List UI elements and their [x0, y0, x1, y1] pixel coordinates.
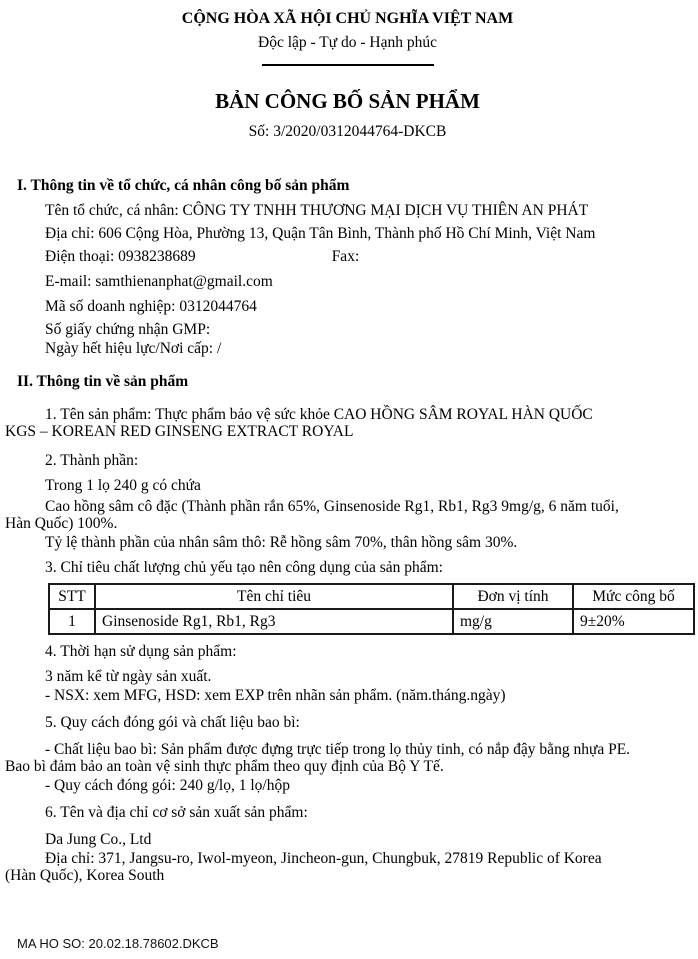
- gmp-cert-line: Số giấy chứng nhận GMP:: [45, 321, 211, 338]
- table-header-row: [49, 584, 694, 609]
- manufacturer-name: Da Jung Co., Ltd: [45, 831, 152, 848]
- table-header-stt: STT: [49, 584, 95, 609]
- ingredients-line1: Trong 1 lọ 240 g có chứa: [45, 477, 201, 494]
- table-header-name: Tên chỉ tiêu: [95, 584, 453, 609]
- expiry-place-line: Ngày hết hiệu lực/Nơi cấp: /: [45, 340, 222, 357]
- national-title: CỘNG HÒA XÃ HỘI CHỦ NGHĨA VIỆT NAM: [181, 10, 514, 27]
- section1-heading: I. Thông tin về tổ chức, cá nhân công bố sản phẩm: [17, 177, 350, 194]
- national-motto: Độc lập - Tự do - Hạnh phúc: [258, 34, 437, 51]
- quality-heading: 3. Chỉ tiêu chất lượng chủ yếu tạo nên công dụng của sản phẩm:: [45, 559, 443, 576]
- shelf-life-line2: - NSX: xem MFG, HSD: xem EXP trên nhãn sản phẩm. (năm.tháng.ngày): [45, 687, 506, 704]
- section2-heading: II. Thông tin về sản phẩm: [17, 373, 189, 390]
- ingredients-heading: 2. Thành phần:: [45, 452, 139, 469]
- table-header-level: Mức công bố: [573, 584, 694, 609]
- product-name-line2: KGS – KOREAN RED GINSENG EXTRACT ROYAL: [5, 423, 354, 440]
- packaging-heading: 5. Quy cách đóng gói và chất liệu bao bì:: [45, 714, 300, 731]
- file-code: MA HO SO: 20.02.18.78602.DKCB: [17, 936, 219, 951]
- packaging-line2: - Quy cách đóng gói: 240 g/lọ, 1 lọ/hộp: [45, 777, 290, 794]
- org-name-line: Tên tổ chức, cá nhân: CÔNG TY TNHH THƯƠNG MẠI DỊCH VỤ THIÊN AN PHÁT: [45, 202, 589, 219]
- table-cell-unit: mg/g: [453, 609, 573, 634]
- table-header-unit: Đơn vị tính: [453, 584, 573, 609]
- manufacturer-addr-line2: (Hàn Quốc), Korea South: [5, 867, 165, 884]
- ingredients-line2a: Cao hồng sâm cô đặc (Thành phần rắn 65%, Ginsenoside Rg1, Rb1, Rg3 9mg/g, 6 năm tuổi,: [45, 498, 619, 515]
- table-cell-level: 9±20%: [573, 609, 694, 634]
- table-row: [49, 609, 694, 634]
- header-divider-line: [262, 64, 434, 66]
- packaging-line1a: - Chất liệu bao bì: Sản phẩm được đựng trực tiếp trong lọ thủy tinh, có nắp đậy bằng nhựa PE.: [45, 741, 631, 758]
- document-number: Số: 3/2020/0312044764-DKCB: [248, 123, 447, 140]
- business-code-line: Mã số doanh nghiệp: 0312044764: [45, 298, 257, 315]
- ingredients-line2b: Hàn Quốc) 100%.: [5, 515, 118, 532]
- fax-label: Fax:: [331, 248, 360, 265]
- table-cell-stt: 1: [49, 609, 95, 634]
- packaging-line1b: Bao bì đảm bảo an toàn vệ sinh thực phẩm theo quy định của Bộ Y Tế.: [5, 758, 444, 775]
- ingredients-line3: Tỷ lệ thành phần của nhân sâm thô: Rễ hồng sâm 70%, thân hồng sâm 30%.: [45, 534, 518, 551]
- quality-spec-table: [48, 583, 695, 635]
- org-address-line: Địa chỉ: 606 Cộng Hòa, Phường 13, Quận Tân Bình, Thành phố Hồ Chí Minh, Việt Nam: [45, 225, 596, 242]
- product-name-line1: 1. Tên sản phẩm: Thực phẩm bảo vệ sức khỏe CAO HỒNG SÂM ROYAL HÀN QUỐC: [45, 406, 593, 423]
- shelf-life-heading: 4. Thời hạn sử dụng sản phẩm:: [45, 643, 237, 660]
- phone-fax-line: [5, 248, 690, 265]
- manufacturer-heading: 6. Tên và địa chỉ cơ sở sản xuất sản phẩm:: [45, 804, 308, 821]
- document-title: BẢN CÔNG BỐ SẢN PHẨM: [215, 89, 480, 113]
- table-cell-name: Ginsenoside Rg1, Rb1, Rg3: [95, 609, 453, 634]
- manufacturer-addr-line1: Địa chỉ: 371, Jangsu-ro, Iwol-myeon, Jincheon-gun, Chungbuk, 27819 Republic of Korea: [45, 850, 602, 867]
- shelf-life-line1: 3 năm kể từ ngày sản xuất.: [45, 668, 212, 685]
- phone-value: Điện thoại: 0938238689: [45, 248, 196, 265]
- email-line: E-mail: samthienanphat@gmail.com: [45, 273, 273, 290]
